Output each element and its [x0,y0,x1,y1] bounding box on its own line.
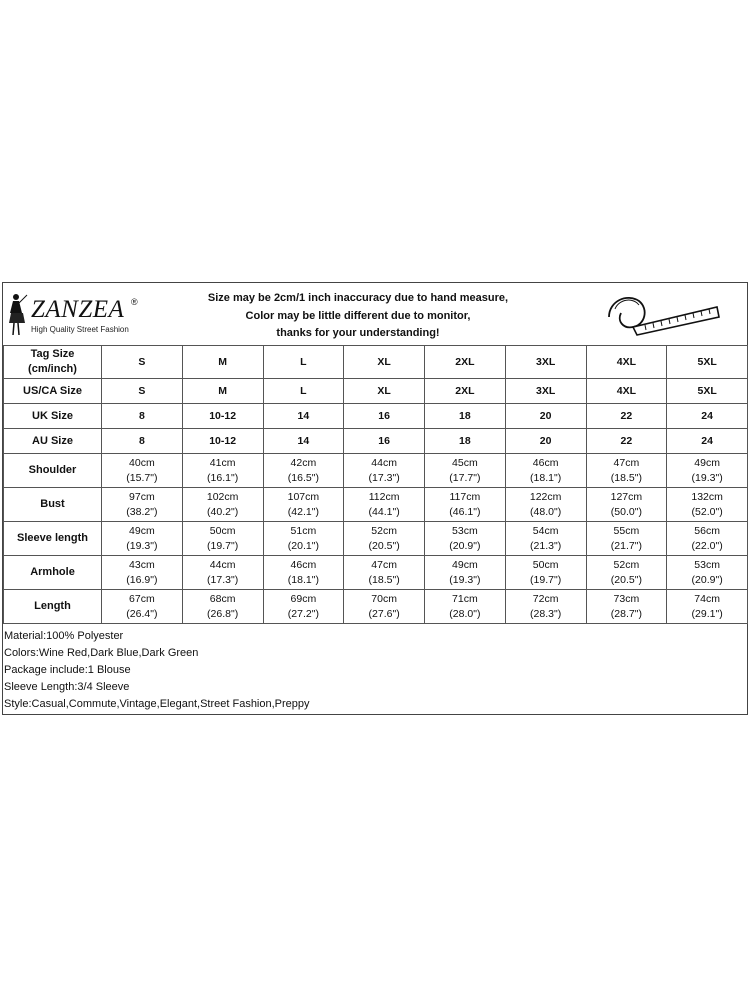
inch-value: (18.5") [610,471,642,484]
table-cell [263,454,344,488]
table-cell [505,590,586,624]
size-header: M [182,346,263,379]
cm-value: 71cm [452,592,478,605]
inch-value: (26.4") [126,607,158,620]
cm-value: 44cm [209,558,236,571]
inch-value: (28.3") [530,607,562,620]
table-cell: 20 [505,404,586,429]
tag-size-label: Tag Size (cm/inch) [4,346,102,379]
inch-value: (20.5") [368,539,400,552]
row-label: Bust [4,488,102,522]
inch-value: (48.0") [530,505,562,518]
cm-value: 97cm [129,490,155,503]
cm-value: 55cm [613,524,640,537]
table-cell [263,522,344,556]
inch-value: (19.3") [449,573,481,586]
inch-value: (28.7") [610,607,642,620]
table-cell [425,488,506,522]
cm-value: 42cm [290,456,317,469]
cm-value: 43cm [129,558,155,571]
table-cell: 24 [667,429,748,454]
cm-value: 122cm [529,490,562,503]
table-cell: 2XL [425,379,506,404]
inch-value: (16.9") [126,573,158,586]
detail-colors: Colors:Wine Red,Dark Blue,Dark Green [4,647,199,659]
inch-value: (20.1") [287,539,319,552]
inch-value: (18.1") [530,471,562,484]
table-cell [102,556,183,590]
table-cell: 14 [263,404,344,429]
inch-value: (20.5") [610,573,642,586]
table-cell: 8 [102,404,183,429]
cm-value: 102cm [206,490,239,503]
table-cell: 18 [425,404,506,429]
table-cell: 16 [344,429,425,454]
cm-value: 107cm [287,490,320,503]
table-cell [344,522,425,556]
table-cell [263,488,344,522]
registered-mark: ® [131,297,138,307]
inch-value: (27.6") [368,607,400,620]
cm-value: 68cm [209,592,236,605]
table-cell: 10-12 [182,429,263,454]
inch-value: (15.7") [126,471,158,484]
us-ca-size-row [4,379,748,404]
brand-logo [7,289,157,341]
table-cell: XL [344,379,425,404]
measure-row [4,522,748,556]
cm-value: 41cm [209,456,236,469]
inch-value: (22.0") [691,539,723,552]
table-cell [425,556,506,590]
au-size-row [4,429,748,454]
table-cell: 22 [586,429,667,454]
table-cell [505,488,586,522]
inch-value: (19.3") [126,539,158,552]
inch-value: (40.2") [207,505,239,518]
table-cell: L [263,379,344,404]
table-cell [667,454,748,488]
notice-line-3: thanks for your understanding! [276,327,440,339]
cm-value: 132cm [691,490,723,503]
inch-value: (17.7") [449,471,481,484]
table-cell [667,590,748,624]
row-label: US/CA Size [4,379,102,404]
inch-value: (17.3") [207,573,239,586]
cm-value: 54cm [532,524,559,537]
table-cell: 3XL [505,379,586,404]
brand-tagline: High Quality Street Fashion [31,325,129,334]
row-label: AU Size [4,429,102,454]
inch-value: (21.3") [530,539,562,552]
measure-row [4,454,748,488]
measure-row [4,556,748,590]
cm-value: 112cm [368,490,400,503]
inch-value: (19.3") [691,471,723,484]
table-cell [263,590,344,624]
cm-value: 47cm [371,558,397,571]
inch-value: (44.1") [368,505,400,518]
inch-value: (19.7") [530,573,562,586]
tag-size-row [4,346,748,379]
table-cell: 4XL [586,379,667,404]
table-cell [667,522,748,556]
cm-value: 51cm [290,524,317,537]
detail-style: Style:Casual,Commute,Vintage,Elegant,Street Fashion,Preppy [4,698,310,710]
table-cell [344,590,425,624]
inch-value: (50.0") [610,505,642,518]
table-cell [505,556,586,590]
table-cell [182,590,263,624]
table-cell: 18 [425,429,506,454]
table-cell: 24 [667,404,748,429]
table-cell [586,488,667,522]
table-cell: 22 [586,404,667,429]
size-header: L [263,346,344,379]
table-cell: 5XL [667,379,748,404]
inch-value: (19.7") [207,539,239,552]
row-label: UK Size [4,404,102,429]
cm-value: 72cm [532,592,559,605]
table-cell [667,556,748,590]
table-cell [344,556,425,590]
size-header: S [102,346,183,379]
table-cell [102,454,183,488]
table-cell [263,556,344,590]
row-label: Sleeve length [4,522,102,556]
inch-value: (38.2") [126,505,158,518]
inch-value: (52.0") [691,505,723,518]
table-cell [182,522,263,556]
table-cell: 14 [263,429,344,454]
table-cell [425,590,506,624]
inch-value: (17.3") [368,471,400,484]
cm-value: 52cm [371,524,397,537]
inch-value: (26.8") [207,607,239,620]
row-label: Length [4,590,102,624]
cm-value: 67cm [129,592,155,605]
cm-value: 53cm [694,558,720,571]
table-cell [102,522,183,556]
cm-value: 53cm [452,524,478,537]
cm-value: 73cm [613,592,640,605]
measurement-notice [183,290,533,343]
cm-value: 70cm [371,592,397,605]
table-cell [586,590,667,624]
inch-value: (20.9") [691,573,723,586]
table-cell [505,454,586,488]
inch-value: (18.1") [287,573,319,586]
inch-value: (18.5") [368,573,400,586]
table-cell [182,556,263,590]
size-header: 3XL [505,346,586,379]
table-cell [344,454,425,488]
size-table [3,345,748,624]
measuring-tape-icon [605,287,723,339]
row-label: Armhole [4,556,102,590]
cm-value: 49cm [452,558,478,571]
measure-row [4,488,748,522]
fashion-model-icon [7,293,29,337]
cm-value: 49cm [129,524,155,537]
detail-material: Material:100% Polyester [4,630,124,642]
table-cell: 8 [102,429,183,454]
table-cell [102,590,183,624]
detail-sleeve-length: Sleeve Length:3/4 Sleeve [4,681,130,693]
detail-package: Package include:1 Blouse [4,664,131,676]
cm-value: 69cm [290,592,317,605]
size-header: 5XL [667,346,748,379]
cm-value: 117cm [449,490,481,503]
row-label: Shoulder [4,454,102,488]
notice-line-2: Color may be little different due to monitor, [245,309,471,322]
notice-line-1: Size may be 2cm/1 inch inaccuracy due to hand measure, [207,292,509,304]
table-cell: 16 [344,404,425,429]
table-cell [586,454,667,488]
table-cell [425,522,506,556]
cm-value: 46cm [290,558,317,571]
table-cell [505,522,586,556]
cm-value: 56cm [694,524,720,537]
cm-value: 50cm [209,524,236,537]
cm-value: 74cm [694,592,720,605]
table-cell [182,454,263,488]
cm-value: 44cm [371,456,397,469]
cm-value: 52cm [613,558,640,571]
table-cell [586,556,667,590]
cm-value: 45cm [452,456,478,469]
inch-value: (20.9") [449,539,481,552]
table-cell [667,488,748,522]
cm-value: 46cm [532,456,559,469]
cm-value: 47cm [613,456,640,469]
cm-value: 127cm [610,490,643,503]
table-cell [344,488,425,522]
table-cell [102,488,183,522]
table-cell: 20 [505,429,586,454]
size-header: 4XL [586,346,667,379]
table-cell: M [182,379,263,404]
table-cell: S [102,379,183,404]
product-details [3,628,747,713]
brand-name: ZANZEA [31,296,125,323]
cm-value: 40cm [129,456,155,469]
inch-value: (16.5") [287,471,319,484]
inch-value: (42.1") [287,505,319,518]
table-cell: 10-12 [182,404,263,429]
inch-value: (46.1") [449,505,481,518]
inch-value: (16.1") [207,471,239,484]
size-header: XL [344,346,425,379]
size-header: 2XL [425,346,506,379]
inch-value: (27.2") [287,607,319,620]
chart-header [3,283,747,346]
table-cell [425,454,506,488]
inch-value: (28.0") [449,607,481,620]
cm-value: 50cm [532,558,559,571]
measure-row [4,590,748,624]
inch-value: (21.7") [610,539,642,552]
table-cell [586,522,667,556]
table-cell [182,488,263,522]
cm-value: 49cm [694,456,720,469]
inch-value: (29.1") [691,607,723,620]
size-chart-frame [2,282,748,715]
uk-size-row [4,404,748,429]
